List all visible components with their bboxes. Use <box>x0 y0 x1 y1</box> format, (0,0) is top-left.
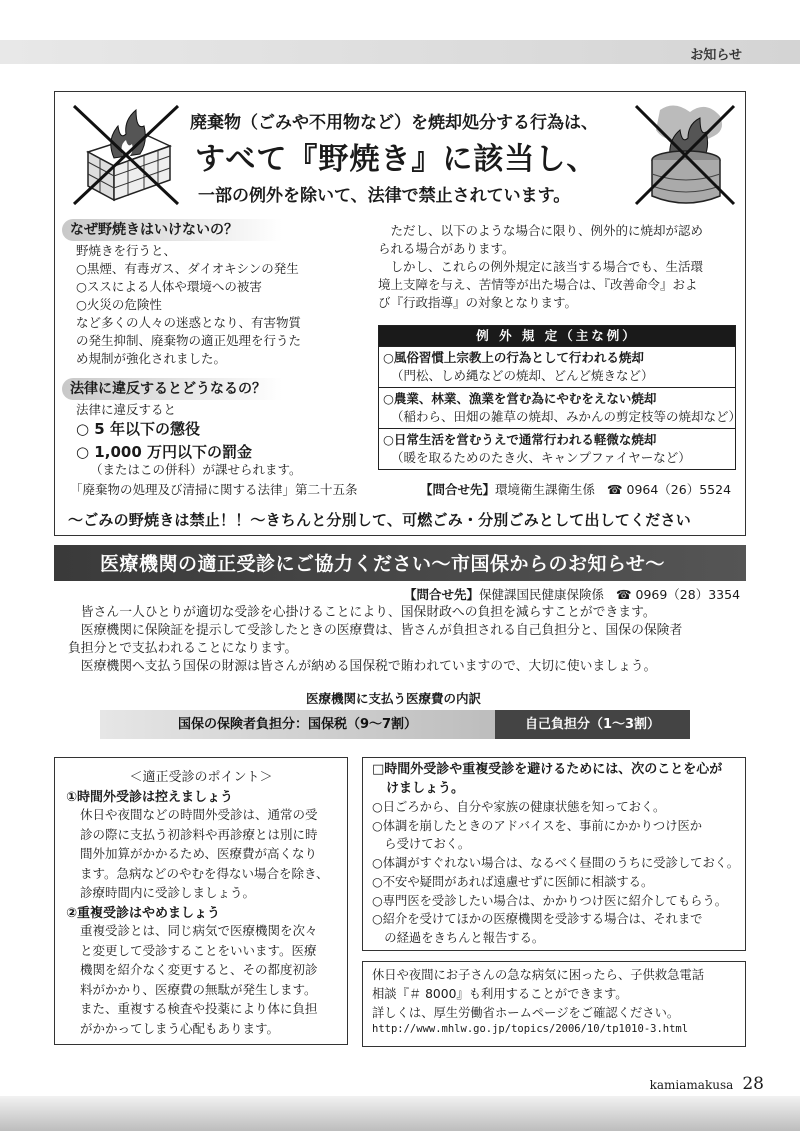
medical-notice-banner: 医療機関の適正受診にご協力ください～市国保からのお知らせ～ <box>54 545 746 581</box>
headline-line-1: 廃棄物（ごみや不用物など）を焼却処分する行為は、 <box>190 113 598 133</box>
self-pay-share-bar: 自己負担分（1～3割） <box>495 710 690 739</box>
penalty-imprisonment: ○ 5 年以下の懲役 <box>76 420 200 438</box>
headline-line-2: すべて『野焼き』に該当し、 <box>195 142 598 177</box>
child-emergency-text: 休日や夜間にお子さんの急な病気に困ったら、子供救急電話 相談『＃ 8000』も利用することができます。 詳しくは、厚生労働省ホームページをご確認ください。 <box>372 968 705 1020</box>
point-1-title: ①時間外受診は控えましょう <box>66 790 234 805</box>
law-reference: 「廃棄物の処理及び清掃に関する法律」第二十五条 <box>70 482 358 497</box>
open-burning-slogan: ～ごみの野焼きは禁止！！～きちんと分別して、可燃ごみ・分別ごみとして出してください <box>68 511 691 529</box>
violation-intro: 法律に違反すると <box>76 402 177 417</box>
table-row: ○農業、林業、漁業を営む為にやむをえない焼却 （稲わら、田畑の雑草の焼却、みかんの剪定枝等の焼却など） <box>379 387 735 428</box>
insurer-share-bar: 国保の保険者負担分：国保税（9～7割） <box>100 710 495 739</box>
footer-band <box>0 1096 800 1131</box>
contact-environment: 【問合せ先】環境衛生課衛生係 ☎ 0964（26）5524 <box>420 482 732 497</box>
violation-section-title: 法律に違反するとどうなるの？ <box>62 378 282 400</box>
table-row: ○日常生活を営むうえで通常行われる軽微な焼却 （暖を取るためのたき火、キャンプファイヤーなど） <box>379 428 735 469</box>
headline-line-3: 一部の例外を除いて、法律で禁止されています。 <box>198 186 571 206</box>
section-header-band <box>0 40 800 64</box>
page-number: 28 <box>742 1074 764 1094</box>
exception-table-header: 例 外 規 定（主な例） <box>379 326 735 346</box>
avoidance-title: □時間外受診や重複受診を避けるためには、次のことを心が けましょう。 <box>372 762 723 796</box>
list-item: ○体調を崩したときのアドバイスを、事前にかかりつけ医か <box>372 818 703 833</box>
contact-health-insurance: 【問合せ先】保健課国民健康保険係 ☎ 0969（28）3354 <box>404 587 741 602</box>
penalty-note: （またはこの併科）が課せられます。 <box>90 462 302 477</box>
point-2-body: 重複受診とは、同じ病気で医療機関を次々 と変更して受診することをいいます。医療 機関を紹介なく変更すると、その都度初診 料がかかり、医療費の無駄が発生します。 また、重複する検査や投薬により体に負担 がかかってしまう心配もあります。 <box>80 923 318 1036</box>
exception-intro-text: ただし、以下のような場合に限り、例外的に焼却が認め られる場合があります。 しかし、これらの例外規定に該当する場合でも、生活環 境上支障を与え、苦情等が出た場合は、『改善命令』およ び『行政指導』の対象となります。 <box>378 223 704 310</box>
point-1-body: 休日や夜間などの時間外受診は、通常の受 診の際に支払う初診料や再診療とは別に時 間外加算がかかるため、医療費が高くなり ます。急病などのやむを得ない場合を除き、 診療時間内に受診しましょう。 <box>80 807 329 900</box>
list-item: ○日ごろから、自分や家族の健康状態を知っておく。 <box>372 800 666 814</box>
breakdown-title: 医療機関に支払う医療費の内訳 <box>306 691 482 706</box>
crossed-out-incinerator-illustration <box>66 100 186 210</box>
list-item: ○体調がすぐれない場合は、なるべく昼間のうちに受診しておく。 <box>372 856 740 871</box>
penalty-fine: ○ 1,000 万円以下の罰金 <box>76 443 252 461</box>
mhlw-url-link[interactable]: http://www.mhlw.go.jp/topics/2006/10/tp1010-3.html <box>372 1023 689 1035</box>
publication-name: kamiamakusa <box>649 1078 734 1092</box>
list-item: ○紹介を受けてほかの医療機関を受診する場合は、それまで <box>372 912 703 927</box>
why-section-title: なぜ野焼きはいけないの？ <box>62 219 282 241</box>
section-label: お知らせ <box>690 48 742 63</box>
exception-rules-table <box>378 325 742 470</box>
page-footer <box>650 1074 764 1094</box>
list-item: ○専門医を受診したい場合は、かかりつけ医に紹介してもらう。 <box>372 893 728 908</box>
avoidance-list <box>372 798 739 948</box>
points-title: ＜適正受診のポイント＞ <box>129 770 273 785</box>
telephone-icon: ☎ 0969（28）3354 <box>615 587 741 602</box>
point-2-title: ②重複受診はやめましょう <box>66 906 221 921</box>
telephone-icon: ☎ 0964（26）5524 <box>606 482 732 497</box>
medical-intro-paragraphs: 皆さん一人ひとりが適切な受診を心掛けることにより、国保財政への負担を減らすことができます。 医療機関に保険証を提示して受診したときの医療費は、皆さんが負担される自己負担分と、国保の保険者 負担分とで支払われることになります。 医療機関へ支払う国保の財源は皆さんが納める国保税で賄われていますので、大切に使いましょう。 <box>68 605 683 674</box>
list-item: ○不安や疑問があれば遠慮せずに医師に相談する。 <box>372 874 654 889</box>
list-item: の経過をきちんと報告する。 <box>372 930 545 945</box>
table-row: ○風俗習慣上宗教上の行為として行われる焼却 （門松、しめ縄などの焼却、どんど焼きなど） <box>379 346 735 387</box>
crossed-out-drum-fire-illustration <box>630 100 740 210</box>
why-section-body: 野焼きを行うと、 ○黒煙、有毒ガス、ダイオキシンの発生 ○ススによる人体や環境への被害 ○火災の危険性 など多くの人々の迷惑となり、有害物質 の発生抑制、廃棄物の適正処理を行うた め規制が強化されました。 <box>76 243 302 366</box>
list-item: ら受けておく。 <box>372 837 471 852</box>
